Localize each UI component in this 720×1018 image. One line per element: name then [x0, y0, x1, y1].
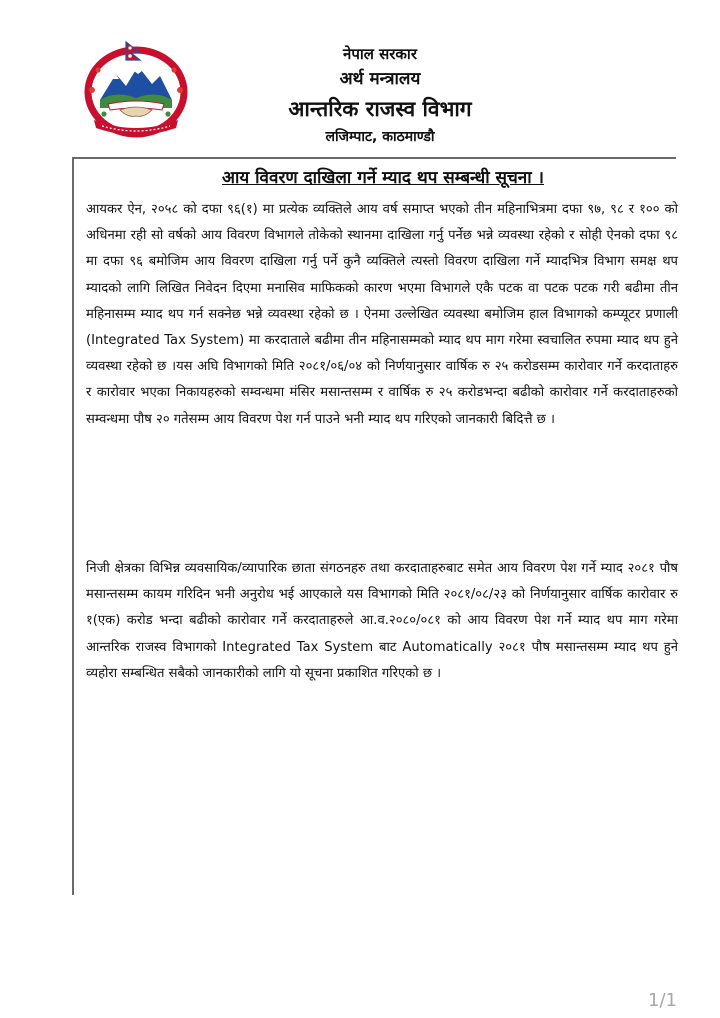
frame-left-rule — [72, 157, 74, 895]
frame-top-rule — [72, 157, 676, 159]
page-counter: 1/1 — [648, 990, 677, 1011]
notice-title: आय विवरण दाखिला गर्ने म्याद थप सम्बन्धी सूचना । — [222, 168, 544, 188]
department-address: लजिम्पाट, काठमाण्डौ — [325, 128, 435, 145]
ministry-name: अर्थ मन्त्रालय — [339, 69, 421, 90]
nepal-emblem-icon — [80, 40, 192, 140]
notice-paragraph: निजी क्षेत्रका विभिन्न व्यवसायिक/व्यापारिक छाता संगठनहरु तथा करदाताहरुबाट समेत आय विवरण पेश गर्ने म्याद २०८१ पौष मसान्तसम्म कायम गरिदिन भनी अनुरोध भई आएकाले यस विभागको मिति २०८१/०८/२३ को निर्णयानुसार वार्षिक कारोवार रु १(एक) करोड भन्दा बढीको कारोवार गर्ने करदाताहरुले आ.व.२०८०/०८१ को आय विवरण पेश गर्ने म्याद थप माग गरेमा आन्तरिक राजस्व विभागको Integrated Tax System बाट Automatically २०८१ पौष मसान्तसम्म म्याद थप हुने व्यहोरा सम्बन्धित सबैको जानकारीको लागि यो सूचना प्रकाशित गरिएको छ । — [86, 561, 678, 681]
letterhead — [250, 44, 510, 146]
government-name: नेपाल सरकार — [343, 45, 417, 63]
department-name: आन्तरिक राजस्व विभाग — [288, 97, 472, 122]
notice-paragraph: आयकर ऐन, २०५८ को दफा ९६(१) मा प्रत्येक व्यक्तिले आय वर्ष समाप्त भएको तीन महिनाभित्रमा दफा ९७, ९८ र १०० को अधिनमा रही सो वर्षको आय विवरण विभागले तोकेको स्थानमा दाखिला गर्नु पर्नेछ भन्ने व्यवस्था रहेको र सोही ऐनको दफा ९८ मा दफा ९६ बमोजिम आय विवरण दाखिला गर्नु पर्ने कुनै व्यक्तिले त्यस्तो विवरण दाखिला गर्ने म्यादभित्र विभाग समक्ष थप म्यादको लागि लिखित निवेदन दिएमा मनासिव माफिकको कारण भएमा विभागले एकै पटक वा पटक पटक गरी बढीमा तीन महिनासम्म म्याद थप गर्न सक्नेछ भन्ने व्यवस्था रहेको छ । ऐनमा उल्लेखित व्यवस्था बमोजिम हाल विभागको कम्प्यूटर प्रणाली (Integrated Tax System) मा करदाताले बढीमा तीन महिनासम्मको म्याद थप माग गरेमा स्वचालित रुपमा म्याद थप हुने व्यवस्था रहेको छ ।यस अघि विभागको मिति २०८१/०६/०४ को निर्णयानुसार वार्षिक रु २५ करोडसम्म कारोवार गर्ने करदाताहरु र कारोवार भएका निकायहरुको सम्वन्धमा मंसिर मसान्तसम्म र वार्षिक रु २५ करोडभन्दा बढीको कारोवार गर्ने करदाताहरुको सम्वन्धमा पौष २० गतेसम्म आय विवरण पेश गर्न पाउने भनी म्याद थप गरिएको जानकारी बिदित्तै छ । — [86, 202, 678, 427]
